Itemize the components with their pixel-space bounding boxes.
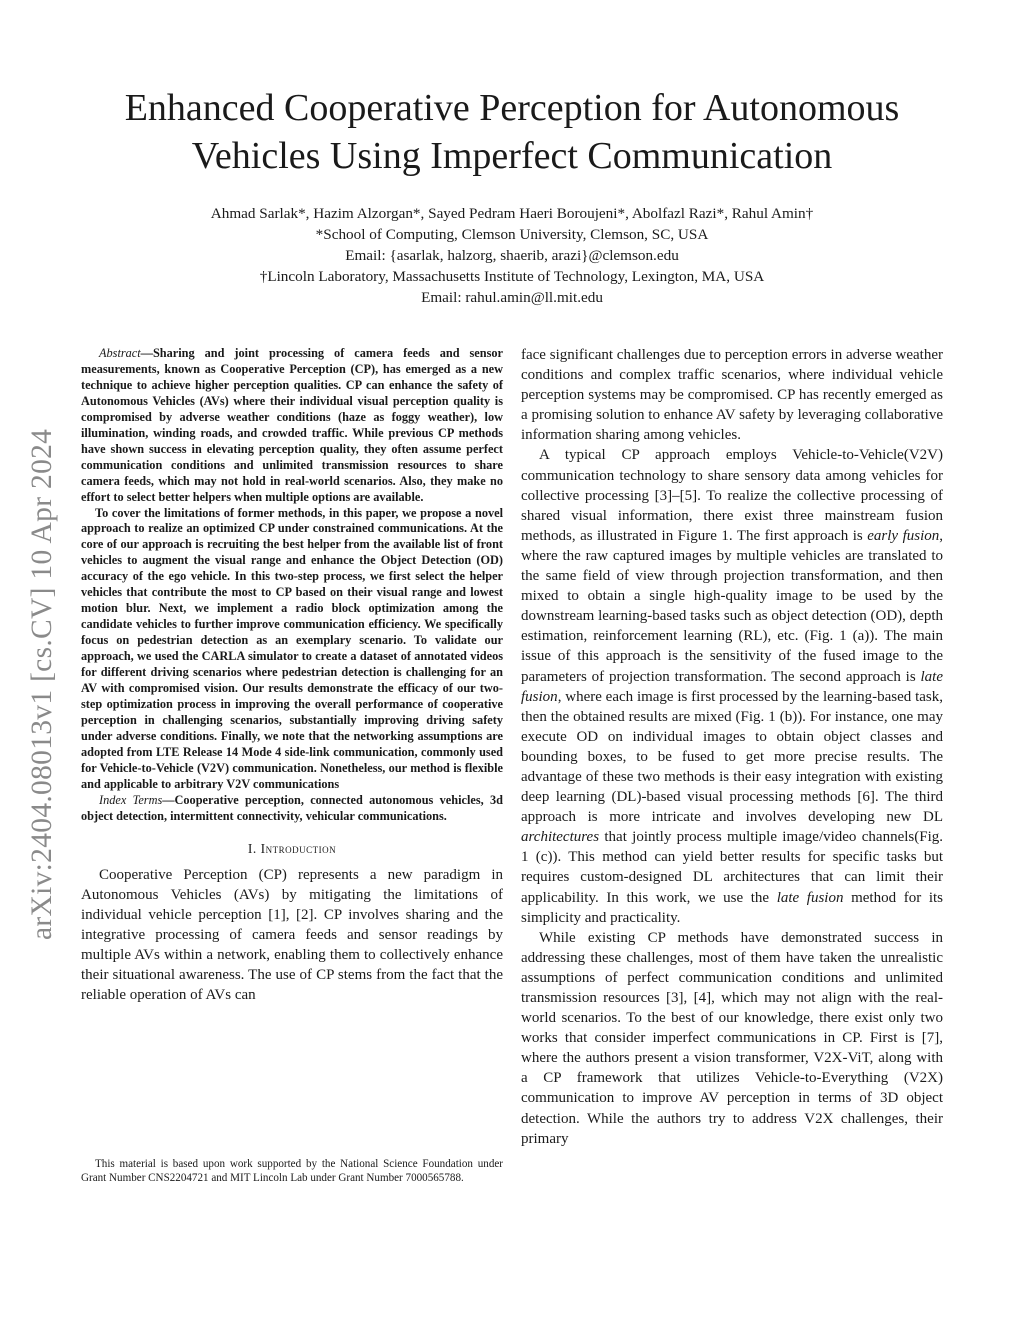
right-p2-text-d: that jointly process multiple image/video channels(Fig. 1 (c)). This method can yield better results for specific tasks but requires custom-designed DL architectures that can limit their applicability. In this work, we use the xyxy=(521,829,943,906)
term-late-fusion: late fusion xyxy=(521,668,943,705)
right-paragraph-1: face significant challenges due to perception errors in adverse weather conditions and complex traffic scenarios, where individual vehicle perception systems may be compromised. CP has recently emerged as a promising solution to enhance AV safety by leveraging collaborative information sharing among vehicles. xyxy=(521,347,943,444)
right-p2-text-a: A typical CP approach employs Vehicle-to-Vehicle(V2V) communication technology to share sensory data among vehicles for collective processing [3]–[5]. To realize the collective processing of shared visual information, there exist three mainstream fusion methods, as illustrated in Figure 1. The first approach is xyxy=(521,447,943,544)
index-terms-label: Index Terms xyxy=(99,792,163,807)
affiliation-clemson: *School of Computing, Clemson University, Clemson, SC, USA xyxy=(315,226,709,243)
term-early-fusion: early fusion xyxy=(867,527,940,544)
introduction-paragraph-1: Cooperative Perception (CP) represents a new paradigm in Autonomous Vehicles (AVs) by mitigating the limitations of individual vehicle perception [1], [2]. CP involves sharing and the integrative processing of camera feeds and sensor readings by multiple AVs within a network, enabling them to collectively enhance their situational awareness. The use of CP stems from the fact that the reliable operation of AVs can xyxy=(81,866,503,1004)
index-terms xyxy=(81,793,503,825)
funding-footnote: This material is based upon work supported by the National Science Foundation under Grant Number CNS2204721 and MIT Lincoln Lab under Grant Number 7000565788. xyxy=(81,1158,503,1184)
arxiv-identifier-stamp: arXiv:2404.08013v1 [cs.CV] 10 Apr 2024 xyxy=(26,428,58,940)
abstract-text-1: —Sharing and joint processing of camera feeds and sensor measurements, known as Cooperative Perception (CP), has emerged as a new technique to achieve higher perception qualities. CP can enhance the safety of Autonomous Vehicles (AVs) where their individual visual perception quality is compromised by adverse weather conditions (haze as foggy weather), low illumination, winding roads, and crowded traffic. While previous CP methods have shown success in elevating perception quality, they often assume perfect communication conditions and unlimited transmission resources to share camera feeds, which may not hold in real-world scenarios. Also, they make no effort to select better helpers when multiple options are available. xyxy=(81,346,503,504)
right-p2-text-c: , where each image is first processed by the learning-based task, then the obtained results are mixed (Fig. 1 (b)). For instance, one may execute OD on individual images to obtain object classes and bounding boxes, to be fused to get more precise results. The advantage of these two methods is their easy integration with existing deep learning (DL)-based visual processing methods [6]. The third approach is more intricate and involves developing new DL xyxy=(521,688,943,826)
title-line-2: Vehicles Using Imperfect Communication xyxy=(191,135,833,177)
author-names: Ahmad Sarlak*, Hazim Alzorgan*, Sayed Pedram Haeri Boroujeni*, Abolfazl Razi*, Rahul Amin† xyxy=(210,205,814,222)
email-clemson: Email: {asarlak, halzorg, shaerib, arazi}@clemson.edu xyxy=(345,247,679,264)
section-heading-introduction: I. Introduction xyxy=(247,840,337,856)
author-block xyxy=(80,203,944,308)
title-line-1: Enhanced Cooperative Perception for Autonomous xyxy=(124,87,900,129)
abstract-paragraph-2: To cover the limitations of former methods, in this paper, we propose a novel approach to realize an optimized CP under constrained communications. At the core of our approach is recruiting the best helper from the available list of front vehicles to augment the visual range and enhance the Object Detection (OD) accuracy of the ego vehicle. In this two-step process, we first select the helper vehicles that contribute the most to CP based on their visual range and lowest motion blur. Next, we implement a radio block optimization among the candidate vehicles to further improve communication efficiency. We specifically focus on pedestrian detection as an exemplary scenario. To validate our approach, we used the CARLA simulator to create a dataset of annotated videos for different driving scenarios where pedestrian detection is challenging for an AV with compromised vision. Our results demonstrate the efficacy of our two-step optimization process in improving the overall performance of cooperative perception in challenging scenarios, substantially improving driving safety under adverse conditions. Finally, we note that the networking assumptions are adopted from LTE Release 14 Mode 4 side-link communication, commonly used for Vehicle-to-Vehicle (V2V) communication. Nonetheless, our method is flexible and applicable to arbitrary V2V communications xyxy=(81,505,503,791)
term-late-fusion-2: late fusion xyxy=(776,889,844,906)
paper-title xyxy=(60,84,964,180)
abstract xyxy=(81,346,503,793)
right-paragraph-2 xyxy=(521,445,943,927)
abstract-label: Abstract xyxy=(99,346,141,360)
right-column xyxy=(521,345,943,1149)
right-p2-text-e: method for its simplicity and practicality. xyxy=(521,889,944,926)
left-column xyxy=(81,346,503,1005)
index-terms-text: —Cooperative perception, connected autonomous vehicles, 3d object detection, intermittent connectivity, vehicular communications. xyxy=(81,792,503,823)
right-p2-text-b: , where the raw captured images by multiple vehicles are translated to the same field of view through projection transformation, and then mixed to obtain a single high-quality image to be used by the downstream learning-based tasks such as object detection (OD), depth estimation, reinforcement learning (RL), etc. (Fig. 1 (a)). The main issue of this approach is the sensitivity of the fused image to the parameters of projection transformation. The second approach is xyxy=(521,527,944,685)
abstract-paragraph-1 xyxy=(81,346,503,506)
term-architectures: architectures xyxy=(521,829,600,846)
email-mit: Email: rahul.amin@ll.mit.edu xyxy=(421,289,603,306)
affiliation-mit: †Lincoln Laboratory, Massachusetts Institute of Technology, Lexington, MA, USA xyxy=(259,268,765,285)
right-paragraph-3: While existing CP methods have demonstrated success in addressing these challenges, most of them have taken the unrealistic assumptions of perfect communication conditions and unlimited transmission resources [3], [4], which may not align with the real-world scenarios. To the best of our knowledge, there exist only two works that consider imperfect communications in CP. First is [7], where the authors present a vision transformer, V2X-ViT, along with a CP framework that utilizes Vehicle-to-Everything (V2X) communication to improve AV perception in terms of 3D object detection. While the authors try to address V2X challenges, their primary xyxy=(521,929,943,1147)
